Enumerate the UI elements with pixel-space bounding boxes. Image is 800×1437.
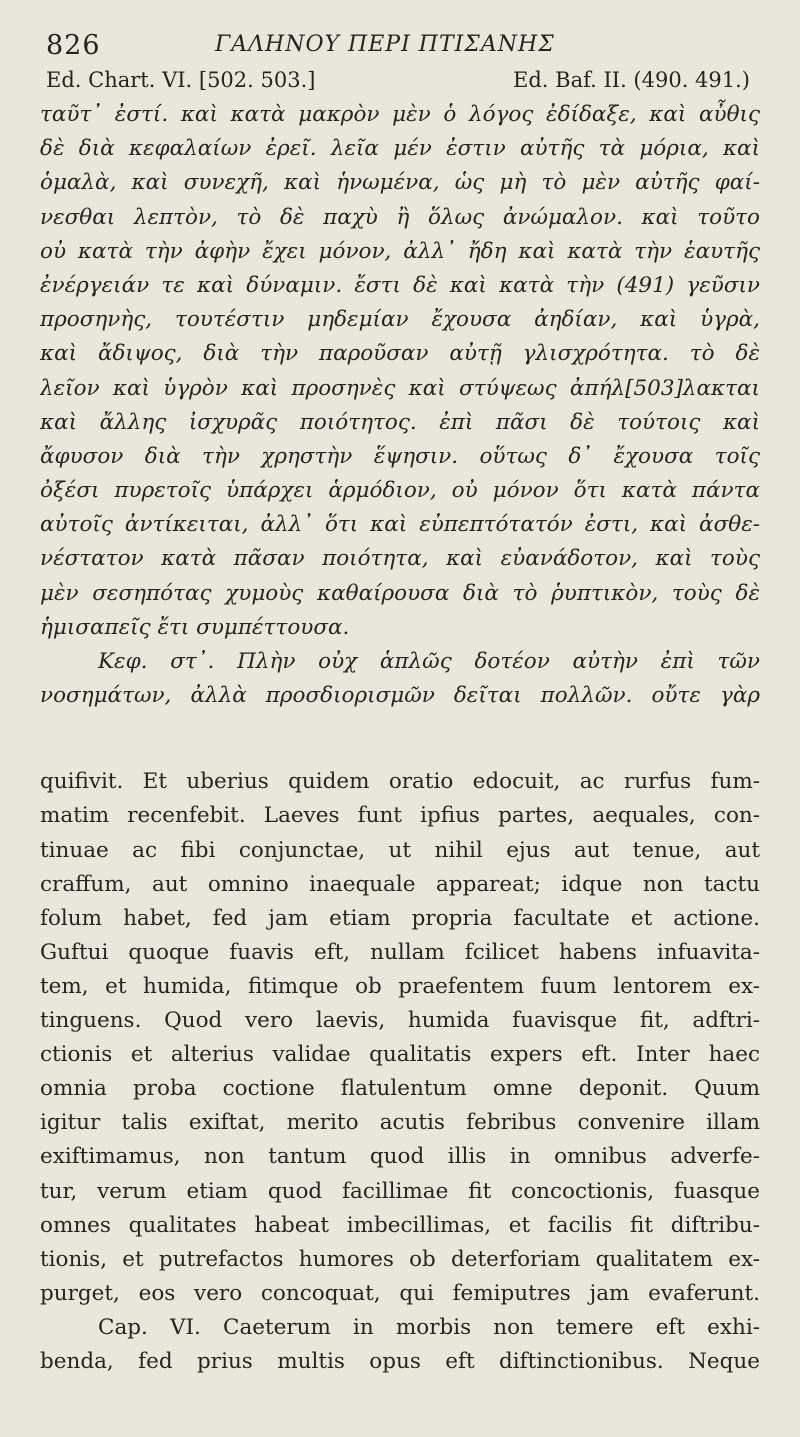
greek-text-line: νέστατον κατὰ πᾶσαν ποιότητα, καὶ εὐανάδοτον, καὶ τοὺς — [40, 546, 760, 572]
latin-text-line: tionis, et putrefactos humores ob deterforiam qualitatem ex- — [40, 1246, 760, 1272]
greek-text-line: αὐτοῖς ἀντίκειται, ἀλλ᾽ ὅτι καὶ εὐπεπτότατόν ἐστι, καὶ ἀσθε- — [40, 512, 760, 538]
latin-text-line: omnes qualitates habeat imbecillimas, et facilis fit diftribu- — [40, 1212, 760, 1238]
latin-text-line: ctionis et alterius validae qualitatis expers eft. Inter haec — [40, 1042, 760, 1068]
greek-text-line: δὲ διὰ κεφαλαίων ἐρεῖ. λεῖα μέν ἐστιν αὐτῆς τὰ μόρια, καὶ — [40, 136, 760, 162]
greek-text-line: ἐνέργειάν τε καὶ δύναμιν. ἔστι δὲ καὶ κατὰ τὴν (491) γεῦσιν — [40, 272, 760, 298]
greek-text-line: καὶ ἄλλης ἰσχυρᾶς ποιότητος. ἐπὶ πᾶσι δὲ τούτοις καὶ — [40, 409, 760, 435]
page-number: 826 — [46, 30, 101, 61]
greek-text-line-last: ἡμισαπεῖς ἔτι συμπέττουσα. — [40, 614, 350, 640]
greek-text-line: οὐ κατὰ τὴν ἀφὴν ἔχει μόνον, ἀλλ᾽ ἤδη καὶ κατὰ τὴν ἑαυτῆς — [40, 238, 760, 264]
edition-reference-line — [40, 68, 760, 98]
latin-text-line: exiftimamus, non tantum quod illis in omnibus adverfe- — [40, 1144, 760, 1170]
latin-text-line: craffum, aut omnino inaequale appareat; idque non tactu — [40, 871, 760, 897]
latin-text-line: tinguens. Quod vero laevis, humida fuavisque fit, adftri- — [40, 1008, 760, 1034]
latin-text-line: matim recenfebit. Laeves funt ipfius partes, aequales, con- — [40, 803, 760, 829]
greek-text-line: λεῖον καὶ ὑγρὸν καὶ προσηνὲς καὶ στύψεως ἀπήλ[503]λακται — [40, 375, 760, 401]
greek-text-line: ὁμαλὰ, καὶ συνεχῆ, καὶ ἡνωμένα, ὡς μὴ τὸ μὲν αὐτῆς φαί- — [40, 170, 760, 196]
greek-text-line: ἄφυσον διὰ τὴν χρηστὴν ἕψησιν. οὕτως δ᾽ ἔχουσα τοῖς — [40, 443, 760, 469]
greek-text-line: ὀξέσι πυρετοῖς ὑπάρχει ἁρμόδιον, οὐ μόνον ὅτι κατὰ πάντα — [40, 478, 760, 504]
latin-text-line: purget, eos vero concoquat, qui femiputres jam evaferunt. — [40, 1280, 760, 1306]
latin-text-line: tur, verum etiam quod facillimae fit concoctionis, fuasque — [40, 1178, 760, 1204]
greek-chapter-heading: Κεφ. στ᾽. Πλὴν οὐχ ἁπλῶς δοτέον αὐτὴν ἐπὶ τῶν — [98, 649, 760, 674]
greek-text-line: ταῦτ᾽ ἐστί. καὶ κατὰ μακρὸν μὲν ὁ λόγος ἐδίδαξε, καὶ αὖθις — [40, 102, 760, 127]
latin-text-block — [40, 765, 760, 1379]
running-title: ΓΑΛΗΝΟΥ ΠΕΡΙ ΠΤΙΣΑΝΗΣ — [215, 32, 555, 57]
latin-text-line: omnia proba coctione flatulentum omne deponit. Quum — [40, 1076, 760, 1102]
greek-text-line: προσηνὴς, τουτέστιν μηδεμίαν ἔχουσα ἀηδίαν, καὶ ὑγρὰ, — [40, 307, 760, 333]
latin-text-line: folum habet, fed jam etiam propria facultate et actione. — [40, 905, 760, 931]
greek-text-line: καὶ ἄδιψος, διὰ τὴν παροῦσαν αὐτῇ γλισχρότητα. τὸ δὲ — [40, 341, 760, 367]
latin-text-line: tinuae ac fibi conjunctae, ut nihil ejus aut tenue, aut — [40, 837, 760, 863]
latin-text-line: quifivit. Et uberius quidem oratio edocuit, ac rurfus fum- — [40, 769, 760, 795]
greek-text-line: νοσημάτων, ἀλλὰ προσδιορισμῶν δεῖται πολλῶν. οὔτε γὰρ — [40, 683, 760, 709]
latin-chapter-heading: Cap. VI. Caeterum in morbis non temere eft exhi- — [98, 1314, 760, 1340]
latin-text-line: benda, fed prius multis opus eft diftinctionibus. Neque — [40, 1348, 760, 1374]
page-header — [40, 28, 760, 68]
edition-reference-chartier: Ed. Chart. VI. [502. 503.] — [46, 68, 316, 92]
greek-text-line: νεσθαι λεπτὸν, τὸ δὲ παχὺ ἢ ὅλως ἀνώμαλον. καὶ τοῦτο — [40, 204, 760, 230]
latin-text-line: Guftui quoque fuavis eft, nullam fcilicet habens infuavita- — [40, 939, 760, 965]
edition-reference-basel: Ed. Baf. II. (490. 491.) — [513, 68, 750, 92]
latin-text-line: tem, et humida, fitimque ob praefentem fuum lentorem ex- — [40, 973, 760, 999]
latin-text-line: igitur talis exiftat, merito acutis febribus convenire illam — [40, 1110, 760, 1136]
greek-text-block — [40, 98, 760, 713]
greek-text-line: μὲν σεσηπότας χυμοὺς καθαίρουσα διὰ τὸ ῥυπτικὸν, τοὺς δὲ — [40, 580, 760, 606]
